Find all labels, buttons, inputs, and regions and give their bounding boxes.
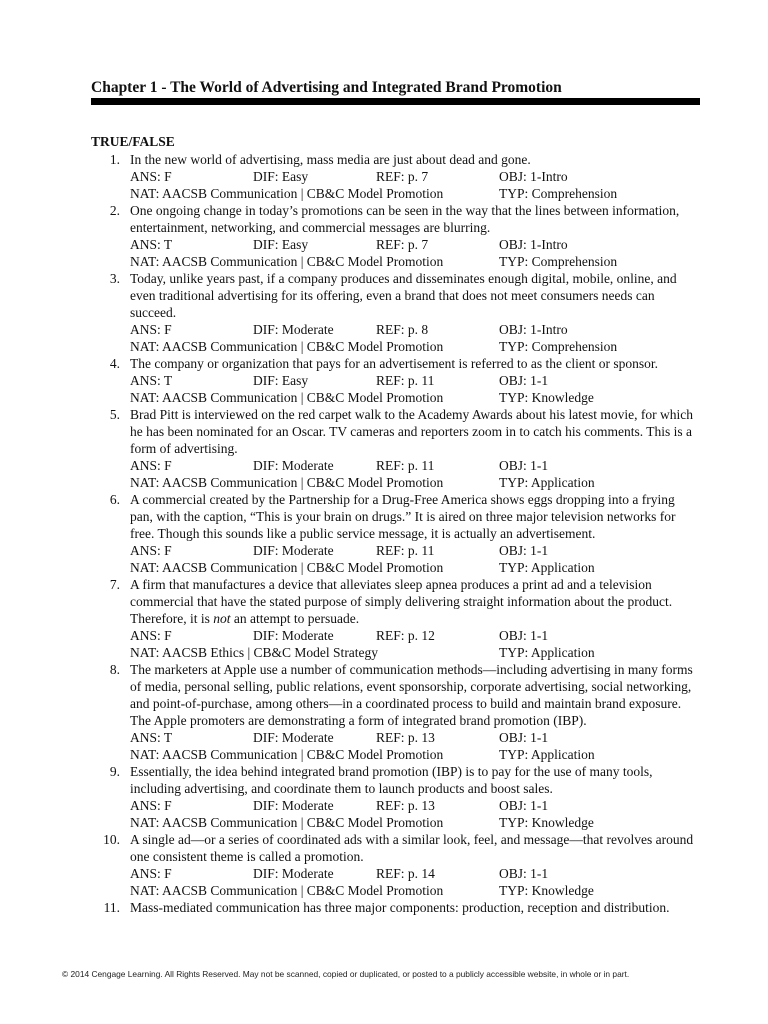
answer: ANS: F bbox=[130, 169, 172, 184]
answer: ANS: F bbox=[130, 458, 172, 473]
question-item bbox=[91, 576, 701, 661]
national-standard: NAT: AACSB Communication | CB&C Model Promotion bbox=[130, 815, 444, 830]
objective: OBJ: 1-Intro bbox=[499, 237, 568, 252]
question-text: One ongoing change in today’s promotions can be seen in the way that the lines between information, entertainment, networking, and commercial messages are blurring. bbox=[130, 203, 680, 235]
question-text: The marketers at Apple use a number of communication methods—including advertising in many forms of media, personal selling, public relations, event sponsorship, corporate advertising, social networking, and point-of-purchase, among others—in a coordinated process to build and maintain brand exposure. The Apple promoters are demonstrating a form of integrated brand promotion (IBP). bbox=[130, 662, 693, 728]
difficulty: DIF: Moderate bbox=[253, 458, 334, 473]
answer-row bbox=[130, 236, 701, 253]
question-text: Mass-mediated communication has three major components: production, reception and distribution. bbox=[130, 900, 670, 915]
question-number: 10. bbox=[103, 832, 120, 847]
question-list bbox=[91, 151, 701, 916]
answer: ANS: F bbox=[130, 798, 172, 813]
question-number: 6. bbox=[109, 492, 120, 507]
category-row bbox=[130, 338, 701, 355]
question-item bbox=[91, 763, 701, 831]
national-standard: NAT: AACSB Communication | CB&C Model Promotion bbox=[130, 186, 444, 201]
question-number: 4. bbox=[109, 356, 120, 371]
reference: REF: p. 11 bbox=[376, 543, 435, 558]
chapter-title: Chapter 1 - The World of Advertising and Integrated Brand Promotion bbox=[91, 79, 562, 96]
answer-row bbox=[130, 321, 701, 338]
objective: OBJ: 1-1 bbox=[499, 458, 549, 473]
reference: REF: p. 7 bbox=[376, 237, 429, 252]
question-item bbox=[91, 202, 701, 270]
question-item bbox=[91, 406, 701, 491]
question-number: 7. bbox=[109, 577, 120, 592]
national-standard: NAT: AACSB Communication | CB&C Model Promotion bbox=[130, 390, 444, 405]
category-row bbox=[130, 814, 701, 831]
category-row bbox=[130, 253, 701, 270]
question-type: TYP: Comprehension bbox=[499, 254, 618, 269]
reference: REF: p. 14 bbox=[376, 866, 435, 881]
answer: ANS: F bbox=[130, 322, 172, 337]
question-number: 3. bbox=[109, 271, 120, 286]
category-row bbox=[130, 746, 701, 763]
difficulty: DIF: Moderate bbox=[253, 628, 334, 643]
question-text bbox=[130, 576, 700, 627]
question-number: 9. bbox=[109, 764, 120, 779]
answer-row bbox=[130, 542, 701, 559]
answer: ANS: T bbox=[130, 237, 173, 252]
national-standard: NAT: AACSB Ethics | CB&C Model Strategy bbox=[130, 645, 379, 660]
category-row bbox=[130, 882, 701, 899]
answer-row bbox=[130, 627, 701, 644]
category-row bbox=[130, 559, 701, 576]
category-row bbox=[130, 389, 701, 406]
question-item bbox=[91, 899, 701, 916]
objective: OBJ: 1-Intro bbox=[499, 322, 568, 337]
objective: OBJ: 1-Intro bbox=[499, 169, 568, 184]
national-standard: NAT: AACSB Communication | CB&C Model Promotion bbox=[130, 883, 444, 898]
national-standard: NAT: AACSB Communication | CB&C Model Promotion bbox=[130, 560, 444, 575]
category-row bbox=[130, 185, 701, 202]
question-type: TYP: Application bbox=[499, 747, 595, 762]
question-type: TYP: Application bbox=[499, 475, 595, 490]
answer: ANS: T bbox=[130, 730, 173, 745]
difficulty: DIF: Moderate bbox=[253, 730, 334, 745]
difficulty: DIF: Easy bbox=[253, 237, 309, 252]
objective: OBJ: 1-1 bbox=[499, 866, 549, 881]
question-type: TYP: Comprehension bbox=[499, 339, 618, 354]
answer-row bbox=[130, 797, 701, 814]
question-text: Brad Pitt is interviewed on the red carpet walk to the Academy Awards about his latest movie, for which he has been nominated for an Oscar. TV cameras and reporters zoom in to catch his comments. This is a form of advertising. bbox=[130, 407, 693, 456]
question-type: TYP: Comprehension bbox=[499, 186, 618, 201]
answer-row bbox=[130, 372, 701, 389]
answer-row bbox=[130, 865, 701, 882]
question-type: TYP: Knowledge bbox=[499, 883, 594, 898]
difficulty: DIF: Moderate bbox=[253, 543, 334, 558]
question-type: TYP: Application bbox=[499, 645, 595, 660]
national-standard: NAT: AACSB Communication | CB&C Model Promotion bbox=[130, 254, 444, 269]
emphasis-word: not bbox=[213, 611, 231, 626]
question-text-end: an attempt to persuade. bbox=[230, 611, 360, 626]
answer: ANS: F bbox=[130, 866, 172, 881]
question-item bbox=[91, 151, 701, 202]
question-number: 2. bbox=[109, 203, 120, 218]
question-type: TYP: Application bbox=[499, 560, 595, 575]
question-number: 8. bbox=[109, 662, 120, 677]
question-text: The company or organization that pays for an advertisement is referred to as the client or sponsor. bbox=[130, 356, 658, 371]
question-number: 11. bbox=[103, 900, 120, 915]
answer: ANS: F bbox=[130, 543, 172, 558]
reference: REF: p. 13 bbox=[376, 798, 435, 813]
difficulty: DIF: Moderate bbox=[253, 866, 334, 881]
title-rule bbox=[91, 98, 700, 105]
difficulty: DIF: Easy bbox=[253, 169, 309, 184]
reference: REF: p. 7 bbox=[376, 169, 429, 184]
national-standard: NAT: AACSB Communication | CB&C Model Promotion bbox=[130, 747, 444, 762]
reference: REF: p. 8 bbox=[376, 322, 429, 337]
question-text: Essentially, the idea behind integrated brand promotion (IBP) is to pay for the use of many tools, including advertising, and coordinate them to launch products and boost sales. bbox=[130, 764, 653, 796]
difficulty: DIF: Easy bbox=[253, 373, 309, 388]
question-number: 5. bbox=[109, 407, 120, 422]
answer-row bbox=[130, 168, 701, 185]
answer: ANS: F bbox=[130, 628, 172, 643]
question-text: Today, unlike years past, if a company produces and disseminates enough digital, mobile, online, and even traditional advertising for its offering, even a brand that does not meet consumers needs can succeed. bbox=[130, 271, 677, 320]
difficulty: DIF: Moderate bbox=[253, 322, 334, 337]
question-item bbox=[91, 355, 701, 406]
reference: REF: p. 11 bbox=[376, 373, 435, 388]
category-row bbox=[130, 644, 701, 661]
question-item bbox=[91, 491, 701, 576]
question-item bbox=[91, 661, 701, 763]
question-text-start: A firm that manufactures a device that alleviates sleep apnea produces a print ad and a television commercial that have the stated purpose of simply delivering straight information about the product. Therefore, it is bbox=[130, 577, 673, 626]
question-item bbox=[91, 831, 701, 899]
question-text: A commercial created by the Partnership for a Drug-Free America shows eggs dropping into a frying pan, with the caption, “This is your brain on drugs.” It is aired on three major television networks for free. Though this sounds like a public service message, it is actually an advertisement. bbox=[130, 492, 676, 541]
question-item bbox=[91, 270, 701, 355]
question-text: A single ad—or a series of coordinated ads with a similar look, feel, and message—that revolves around one consistent theme is called a promotion. bbox=[130, 832, 694, 864]
question-type: TYP: Knowledge bbox=[499, 390, 594, 405]
question-number: 1. bbox=[109, 152, 120, 167]
question-text: In the new world of advertising, mass media are just about dead and gone. bbox=[130, 152, 531, 167]
reference: REF: p. 12 bbox=[376, 628, 435, 643]
objective: OBJ: 1-1 bbox=[499, 543, 549, 558]
copyright-footer: © 2014 Cengage Learning. All Rights Reserved. May not be scanned, copied or duplicated, or posted to a publicly accessible website, in whole or in part. bbox=[62, 969, 630, 979]
objective: OBJ: 1-1 bbox=[499, 798, 549, 813]
reference: REF: p. 13 bbox=[376, 730, 435, 745]
difficulty: DIF: Moderate bbox=[253, 798, 334, 813]
answer-row bbox=[130, 457, 701, 474]
objective: OBJ: 1-1 bbox=[499, 730, 549, 745]
section-heading: TRUE/FALSE bbox=[91, 134, 175, 149]
answer-row bbox=[130, 729, 701, 746]
category-row bbox=[130, 474, 701, 491]
reference: REF: p. 11 bbox=[376, 458, 435, 473]
objective: OBJ: 1-1 bbox=[499, 373, 549, 388]
objective: OBJ: 1-1 bbox=[499, 628, 549, 643]
national-standard: NAT: AACSB Communication | CB&C Model Promotion bbox=[130, 475, 444, 490]
question-type: TYP: Knowledge bbox=[499, 815, 594, 830]
answer: ANS: T bbox=[130, 373, 173, 388]
national-standard: NAT: AACSB Communication | CB&C Model Promotion bbox=[130, 339, 444, 354]
